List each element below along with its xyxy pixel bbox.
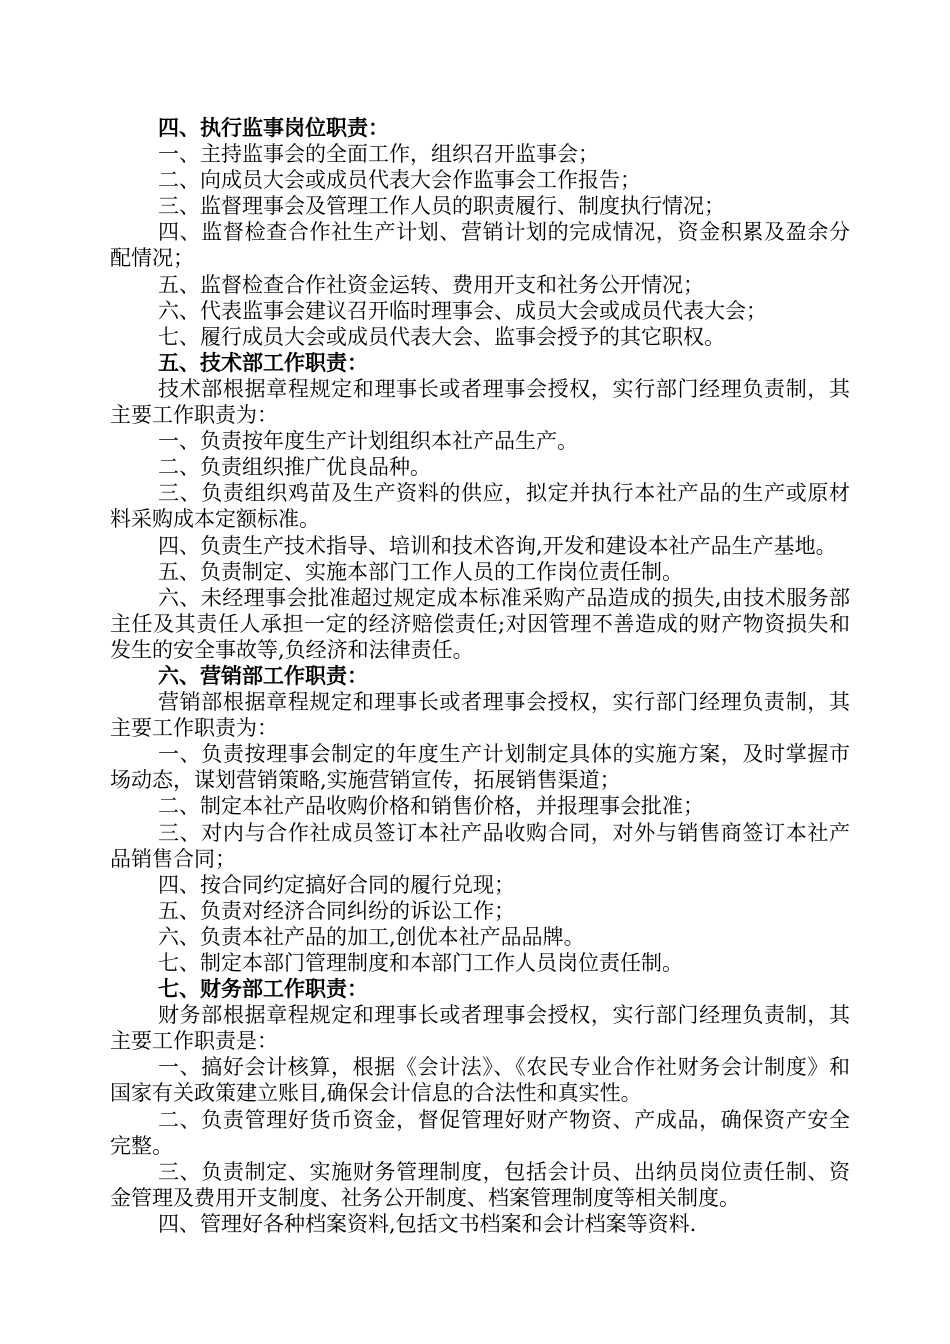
paragraph: 四、按合同约定搞好合同的履行兑现； (158, 872, 515, 897)
paragraph: 财务部根据章程规定和理事长或者理事会授权，实行部门经理负责制，其主要工作职责是： (110, 1003, 850, 1054)
document-body (110, 115, 850, 1237)
paragraph: 二、向成员大会或成员代表大会作监事会工作报告； (158, 168, 641, 193)
paragraph: 一、负责按理事会制定的年度生产计划制定具体的实施方案，及时掌握市场动态，谋划营销策略,实施营销宣传，拓展销售渠道； (110, 742, 850, 793)
paragraph: 营销部根据章程规定和理事长或者理事会授权，实行部门经理负责制，其主要工作职责为： (110, 690, 850, 741)
section-heading: 六、营销部工作职责： (158, 662, 368, 688)
section-heading: 七、财务部工作职责： (158, 976, 368, 1002)
paragraph: 五、负责对经济合同纠纷的诉讼工作； (158, 898, 515, 923)
paragraph: 三、对内与合作社成员签订本社产品收购合同，对外与销售商签订本社产品销售合同； (110, 820, 850, 871)
paragraph: 技术部根据章程规定和理事长或者理事会授权，实行部门经理负责制，其主要工作职责为： (110, 376, 850, 428)
paragraph: 四、负责生产技术指导、培训和技术咨询,开发和建设本社产品生产基地。 (158, 533, 837, 558)
paragraph: 六、未经理事会批准超过规定成本标准采购产品造成的损失,由技术服务部主任及其责任人承担一定的经济赔偿责任;对因管理不善造成的财产物资损失和发生的安全事故等,负经济和法律责任。 (110, 585, 850, 662)
paragraph: 六、负责本社产品的加工,创优本社产品品牌。 (158, 924, 585, 949)
paragraph: 七、履行成员大会或成员代表大会、监事会授予的其它职权。 (158, 324, 725, 349)
paragraph: 一、搞好会计核算，根据《会计法》、《农民专业合作社财务会计制度》和国家有关政策建立账目,确保会计信息的合法性和真实性。 (110, 1055, 850, 1106)
paragraph: 一、负责按年度生产计划组织本社产品生产。 (158, 429, 578, 454)
paragraph: 四、监督检查合作社生产计划、营销计划的完成情况，资金积累及盈余分配情况； (110, 220, 850, 271)
paragraph: 五、负责制定、实施本部门工作人员的工作岗位责任制。 (158, 559, 683, 584)
paragraph: 四、管理好各种档案资料,包括文书档案和会计档案等资料. (158, 1211, 697, 1236)
paragraph: 五、监督检查合作社资金运转、费用开支和社务公开情况； (158, 272, 704, 297)
paragraph: 三、负责组织鸡苗及生产资料的供应，拟定并执行本社产品的生产或原材料采购成本定额标准。 (110, 481, 850, 532)
paragraph: 六、代表监事会建议召开临时理事会、成员大会或成员代表大会； (158, 298, 767, 323)
paragraph: 一、主持监事会的全面工作，组织召开监事会； (158, 142, 599, 167)
paragraph: 二、负责管理好货币资金，督促管理好财产物资、产成品，确保资产安全完整。 (110, 1107, 850, 1158)
section-heading: 五、技术部工作职责： (158, 349, 368, 375)
paragraph: 二、负责组织推广优良品种。 (158, 455, 431, 480)
section-heading: 四、执行监事岗位职责： (158, 115, 389, 140)
paragraph: 三、负责制定、实施财务管理制度，包括会计员、出纳员岗位责任制、资金管理及费用开支制度、社务公开制度、档案管理制度等相关制度。 (110, 1159, 850, 1210)
paragraph: 七、制定本部门管理制度和本部门工作人员岗位责任制。 (158, 951, 683, 975)
paragraph: 三、监督理事会及管理工作人员的职责履行、制度执行情况； (158, 194, 725, 219)
paragraph: 二、制定本社产品收购价格和销售价格，并报理事会批准； (158, 794, 704, 819)
